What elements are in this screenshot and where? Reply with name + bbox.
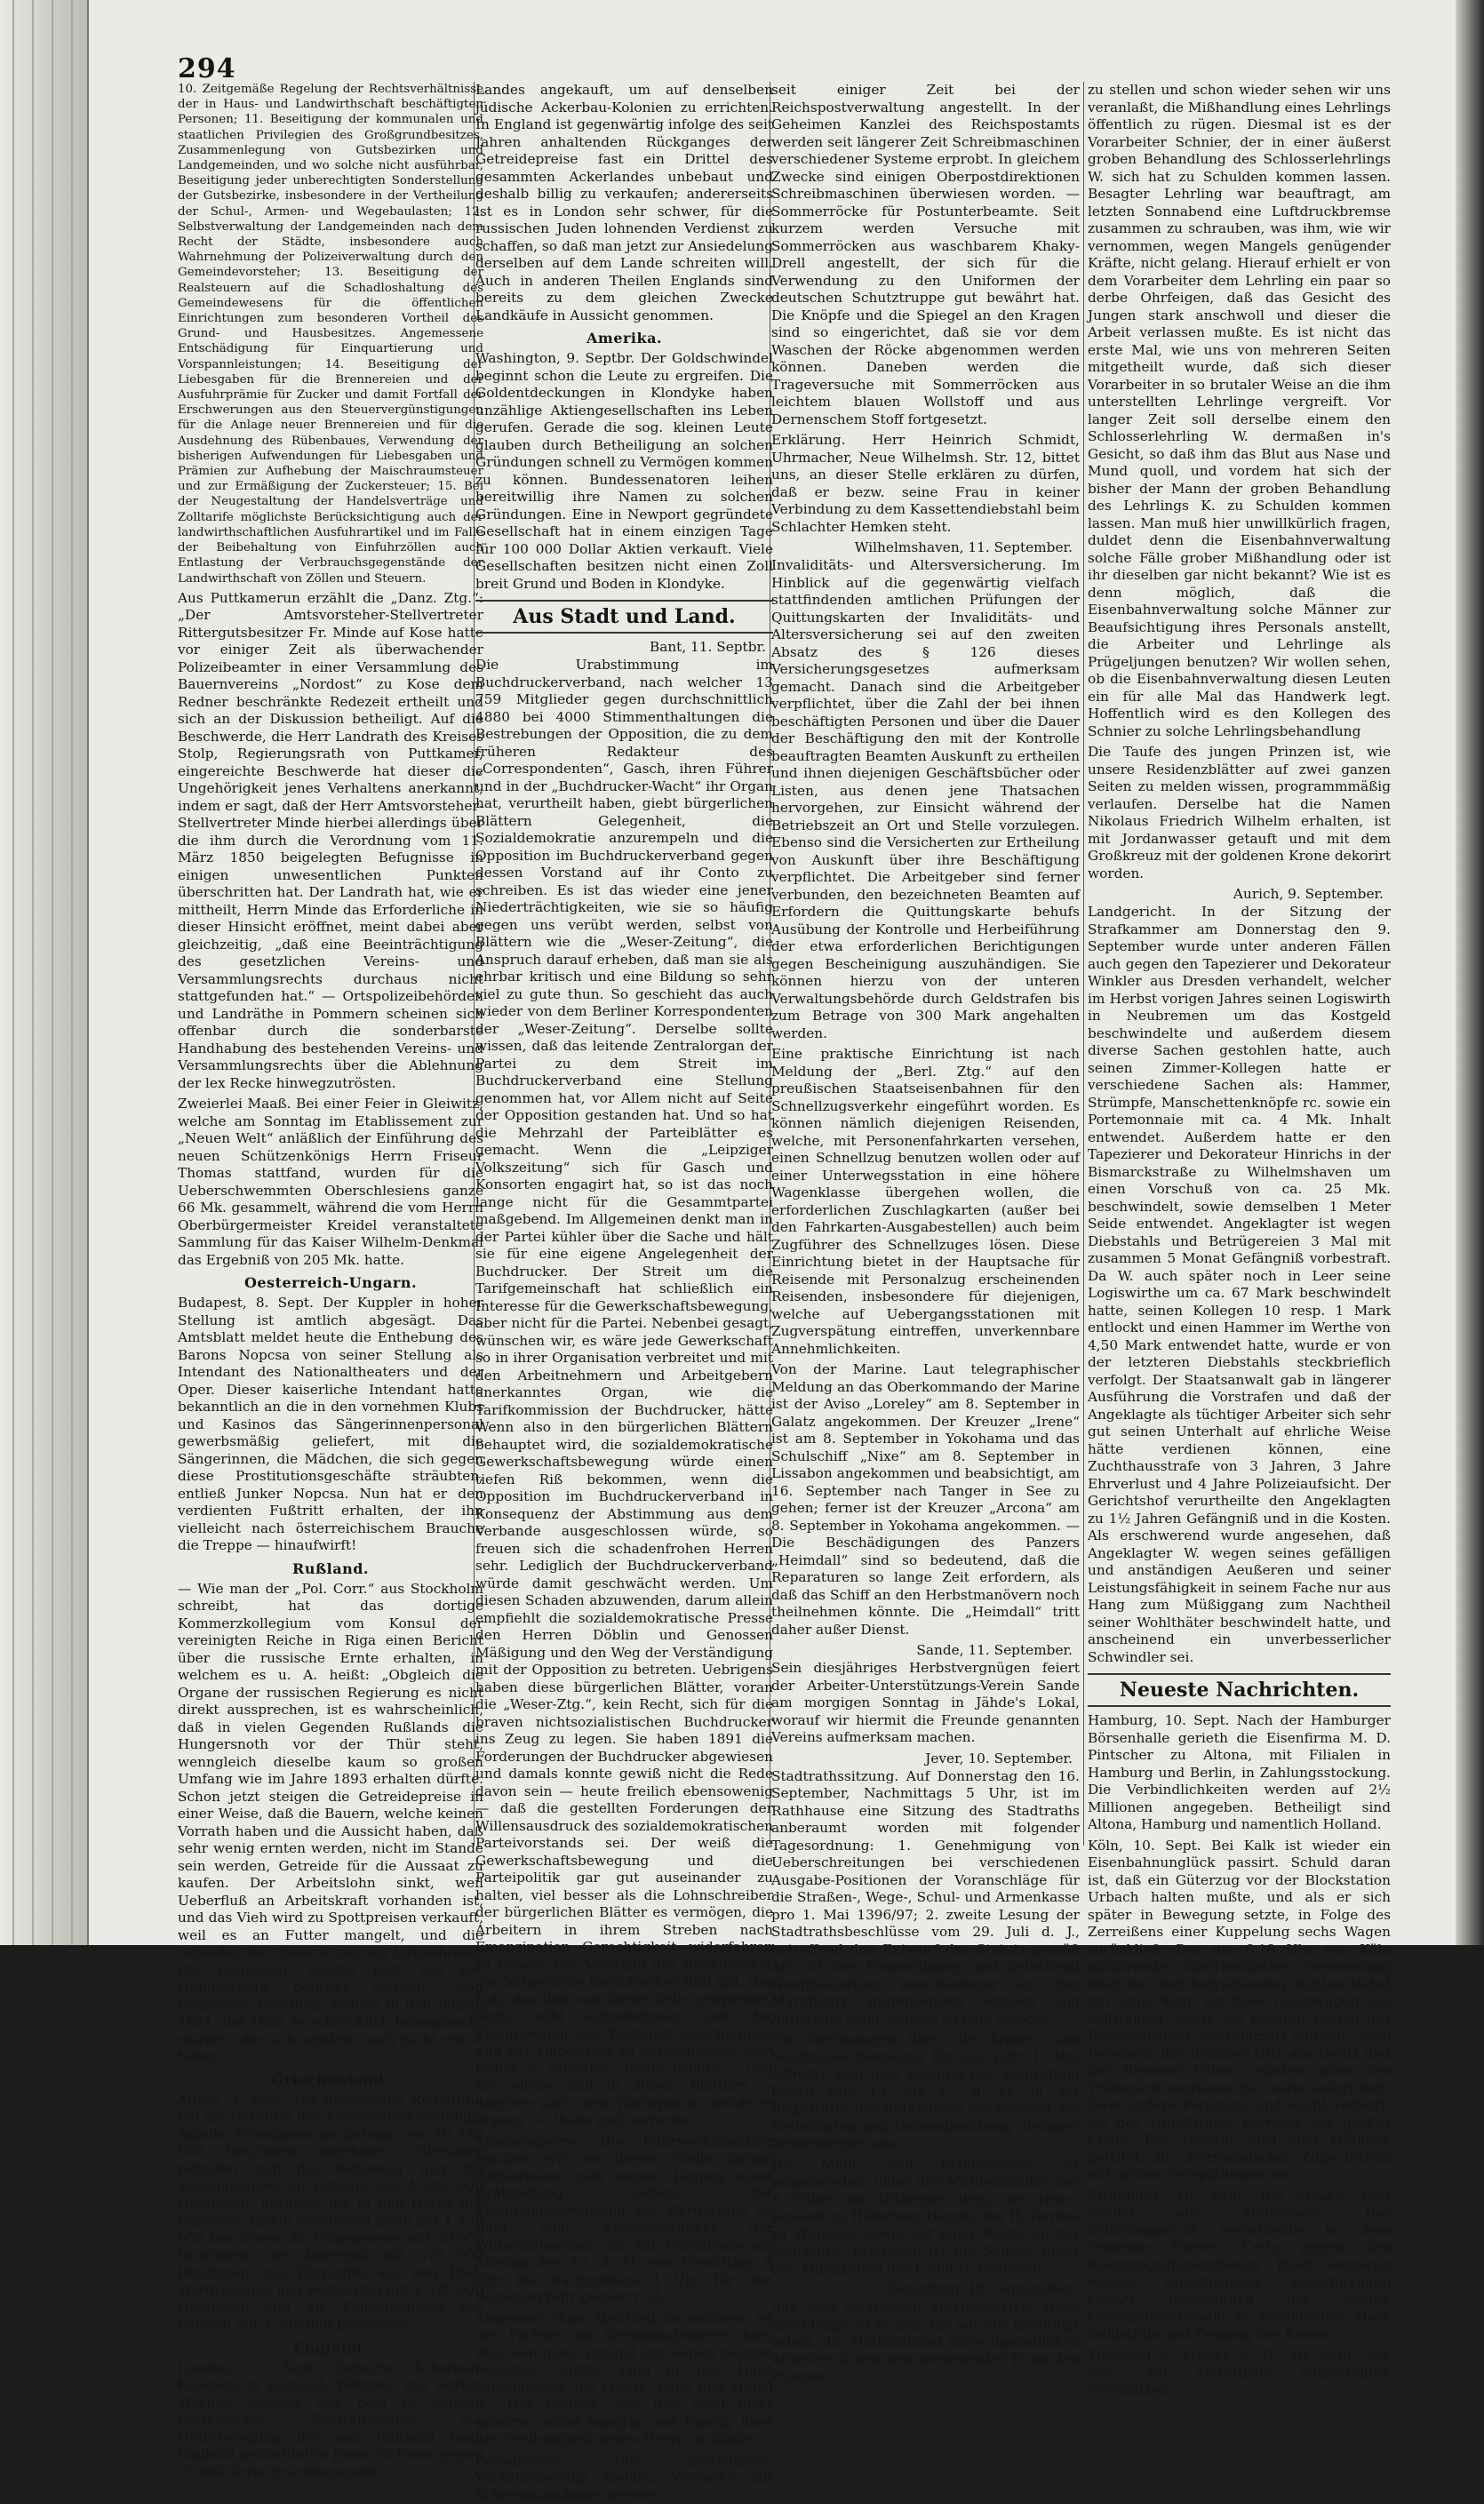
article-paragraph: Straßensperre. Die Fuhrwerksbesitzer machen wir an dieser Stelle darauf aufmerksam, daß wegen Legung einer Drahtleitung seitens der Eisenbahnverwaltung die Werftstraße zu Bant vom Kreuzungspunkt der Wilhelmshavener- bis zur Nordstraße am Montag den 13. d. M. von Vormittags 8 Uhr bis Nachmittags 4 Uhr für den Wagenverkehr gesperrt ist.	[475, 2133, 773, 2307]
article-paragraph: Sein diesjähriges Herbstvergnügen feiert der Arbeiter-Unterstützungs-Verein Sande am morgigen Sonntag in Jähde's Lokal, worauf wir hiermit die Freunde genannten Vereins aufmerksam machen.	[771, 1660, 1080, 1747]
article-paragraph: Von der Marine. Laut telegraphischer Meldung an das Oberkommando der Marine ist der Aviso „Loreley“ am 8. September in Galatz angekommen. Der Kreuzer „Irene“ ist am 8. September in Yokohama und das Schulschiff „Nixe“ am 8. September in Lissabon angekommen und beabsichtigt, am 16. September nach Tanger in See zu gehen; ferner ist der Kreuzer „Arcona“ am 8. September in Yokohama angekommen. — Die Beschädigungen des Panzers „Heimdall“ sind so bedeutend, daß die Reparaturen so lange Zeit erfordern, als daß das Schiff an den Herbstmanövern noch theilnehmen könnte. Die „Heimdall“ tritt daher außer Dienst.	[771, 1361, 1080, 1639]
article-paragraph: Washington, 9. Septbr. Der Goldschwindel beginnt schon die Leute zu ergreifen. Die Goldentdeckungen in Klondyke haben unzählige Aktiengesellschaften ins Leben gerufen. Gerade die sog. kleinen Leute glauben durch Betheiligung an solchen Gründungen schnell zu Vermögen kommen zu können. Bundessenatoren leihen bereitwillig ihre Namen zu solchen Gründungen. Eine in Newport gegründete Gesellschaft hat in einem einzigen Tage für 100 000 Dollar Aktien verkauft. Viele Gesellschaften besitzen nicht einen Zoll breit Grund und Boden in Klondyke.	[475, 350, 773, 593]
article-paragraph: Zielenzig b. Frankf. a. O., 10. Sept. Von dem am Marktplatz aufgestellten Geschützen	[1088, 2347, 1391, 2399]
article-paragraph: Postalisches. Die postoffiziöse Verkehrszeitung meldet: Versuche mit Schreibmaschinen werden	[475, 2452, 773, 2504]
article-paragraph: Invaliditäts- und Altersversicherung. Im Hinblick auf die gegenwärtig vielfach stattfindenden amtlichen Prüfungen der Quittungskarten der Invaliditäts- und Altersversicherung sei auf den zweiten Absatz des § 126 dieses Versicherungsgesetzes aufmerksam gemacht. Danach sind die Arbeitgeber verpflichtet, über die Zahl der bei ihnen beschäftigten Personen und über die Dauer der Beschäftigung den mit der Kontrolle beauftragten Beamten Auskunft zu ertheilen und ihnen diejenigen Geschäftsbücher oder Listen, aus denen jene Thatsachen hervorgehen, zur Einsicht während der Betriebszeit an Ort und Stelle vorzulegen. Ebenso sind die Versicherten zur Ertheilung von Auskunft über ihre Beschäftigung verpflichtet. Die Arbeitgeber sind ferner verbunden, den bezeichneten Beamten auf Erfordern die Quittungskarte behufs Ausübung der Kontrolle und Herbeiführung der etwa erforderlichen Berichtigungen gegen Bescheinigung auszuhändigen. Sie können hierzu von der unteren Verwaltungsbehörde durch Geldstrafen bis zum Betrage von 300 Mark angehalten werden.	[771, 557, 1080, 1042]
article-paragraph: Abgereist ohne Abschied zu nehmen, ist der Pächter der Germaniabrauerei hier. Was sein guter Freund ihn wegen morgen besuchen wollte, fand er das Haus verschlossen, die Pferde, Kühe und Möbel rc. Das Rößlein, das ihm wohl nicht gehörte, stand hungrig und traurig über die Treulosigkeit seines Herrn im Stalle.	[475, 2310, 773, 2449]
section-banner: Aus Stadt und Land.	[475, 600, 773, 634]
section-heading: England.	[178, 2340, 483, 2356]
article-paragraph: Erklärung. Herr Heinrich Schmidt, Uhrmacher, Neue Wilhelmsh. Str. 12, bittet uns, an dieser Stelle erklären zu dürfen, daß er bezw. seine Frau in keiner Verbindung zu dem Kassettendiebstahl beim Schlachter Hemken steht.	[771, 432, 1080, 536]
section-banner: Neueste Nachrichten.	[1088, 1673, 1391, 1707]
dateline: Bant, 11. Septbr.	[475, 639, 766, 655]
section-heading: Oesterreich-Ungarn.	[178, 1274, 483, 1291]
article-paragraph: Hamburg, 10. Sept. Nach der Hamburger Börsenhalle gerieth die Eisenfirma M. D. Pintscher zu Altona, mit Filialen in Hamburg und Berlin, in Zahlungsstockung. Die Verbindlichkeiten werden auf 2½ Millionen angegeben. Betheiligt sind Altona, Hamburg und namentlich Holland.	[1088, 1712, 1391, 1834]
page-number: 294	[178, 53, 236, 84]
article-paragraph: Die Maul- und Klauenseuche ist ausgebrochen unter den Viehbeständen des P. Wilms am Ottberger Weg, des Heinr. Janssen im Hillernser Hamm, des H. Gerdes zu Wiarden, sowie auf einer Weide an der Schlachte. Erloschen ist die Seuche unter den Milchkühen der J. und D. Feilmann.	[771, 2157, 1080, 2278]
column-1	[178, 82, 483, 1748]
article-paragraph: Aus dem staatlichen Musterbetrieb. Noch nicht lange ist es her, daß wir uns genöthigt sahen, die Mißhandlung eines jugendlichen Arbeiters durch den Werkmeister B. an den Pranger	[771, 2299, 1080, 2386]
article-paragraph: Stadtrathssitzung. Auf Donnerstag den 16. September, Nachmittags 5 Uhr, ist im Rathhause eine Sitzung des Stadtraths anberaumt worden mit folgender Tagesordnung: 1. Genehmigung von Ueberschreitungen bei verschiedenen Ausgabe-Positionen der Voranschläge für die Straßen-, Wege-, Schul- und Armenkasse pro 1. Mai 1396/97; 2. zweite Lesung der Stadtrathsbeschlüsse vom 29. Juli d. J., betreffend den Entwurf des Statuts gemäß Art. 31 der Wegeordnung und betreffend Neupflasterung verschiedener an den Marktplatz angrenzenden Straßen und Aufnahme einer Anleihe zu dem Zwecke.	[771, 1768, 1080, 2029]
dateline: Jever, 10. September.	[771, 1750, 1073, 1766]
article-paragraph: Budapest, 8. Sept. Der Kuppler in hoher Stellung ist amtlich abgesägt. Das Amtsblatt meldet heute die Enthebung des Barons Nopcsa von seiner Stellung als Intendant des Nationaltheaters und der Oper. Dieser kaiserliche Intendant hatte bekanntlich an die in den vornehmen Klubs und Kasinos das Sängerinnenpersonal gewerbsmäßig geliefert, mit die Sängerinnen, die Mädchen, die sich gegen diese Prostitutionsgeschäfte sträubten, entließ Junker Nopcsa. Nun hat er den verdienten Fußtritt erhalten, der ihn vielleicht nach österreichischem Brauche die Treppe — hinaufwirft!	[178, 1295, 483, 1555]
column-rule	[1083, 82, 1084, 1846]
dateline: Sande, 11. September.	[771, 1642, 1073, 1658]
article-paragraph: zu stellen und schon wieder sehen wir uns veranlaßt, die Mißhandlung eines Lehrlings öffentlich zu rügen. Diesmal ist es der Vorarbeiter Schnier, der in einer äußerst groben Behandlung des Schlosserlehrlings W. sich hat zu Schulden kommen lassen. Besagter Lehrling war beauftragt, am letzten Sonnabend eine Luftdruckbremse zusammen zu schrauben, was ihm, wie wir vernommen, wegen Mangels genügender Kräfte, nicht gelang. Hierauf erhielt er von dem Vorarbeiter dem Lehrling ein paar so derbe Ohrfeigen, daß das Gesicht des Jungen stark anschwoll und dieser die Arbeit verlassen mußte. Es ist nicht das erste Mal, wie uns von mehreren Seiten mitgetheilt wurde, daß sich dieser Vorarbeiter in so brutaler Weise an die ihm unterstellten Lehrlinge vergreift. Vor langer Zeit soll derselbe einem den Schlosserlehrling W. dermaßen in's Gesicht, so daß ihm das Blut aus Nase und Mund quoll, und vordem hat sich der bisher der Mann der groben Behandlung des Lehrlings K. zu Schulden kommen lassen. Man muß hier unwillkürlich fragen, duldet denn die Eisenbahnverwaltung solche Fälle grober Mißhandlung oder ist ihr dieselben gar nicht bekannt? Wie ist es denn möglich, daß die Eisenbahnverwaltung solche Männer zur Beaufsichtigung ihres Personals anstellt, die Arbeiter und Lehrlinge als Prügeljungen benutzen? Wir wollen sehen, ob die Eisenbahnverwaltung diesen Leuten ein für alle Mal das Handwerk legt. Hoffentlich wird es den Kollegen des Schnier zu solche Lehrlingsbehandlung	[1088, 82, 1391, 740]
article-paragraph: 10. Zeitgemäße Regelung der Rechtsverhältnisse der in Haus- und Landwirthschaft beschäftigten Personen; 11. Beseitigung der kommunalen und staatlichen Privilegien des Großgrundbesitzes, Zusammenlegung von Gutsbezirken und Landgemeinden, und wo solche nicht ausführbar, Beseitigung jeder unberechtigten Sonderstellung der Gutsbezirke, insbesondere in der Vertheilung der Schul-, Armen- und Wegebaulasten; 12. Selbstverwaltung der Landgemeinden nach dem Recht der Städte, insbesondere auch Wahrnehmung der Polizeiverwaltung durch den Gemeindevorsteher; 13. Beseitigung der Realsteuern auf die Schadloshaltung des Gemeindewesens für die öffentlichen Einrichtungen zum besonderen Vortheil des Grund- und Hausbesitzes. Angemessene Entschädigung für Einquartierung und Vorspannleistungen; 14. Beseitigung der Liebesgaben für die Brennereien und der Ausfuhrprämie für Zucker und damit Fortfall der Erschwerungen aus den Steuervergünstigungen für die Anlage neuer Brennereien und für die Ausdehnung des Rübenbaues, Verwendung der bisherigen Aufwendungen für Liebesgaben und Prämien zur Aufhebung der Maischraumsteuer und zur Ermäßigung der Zuckersteuer; 15. Bei der Neugestaltung der Handelsverträge und Zolltarife möglichste Berücksichtigung auch der landwirthschaftlichen Ausfuhrartikel und im Falle der Beibehaltung von Einfuhrzöllen auch Entlastung der Verbrauchsgegenstände der Landwirthschaft von Zöllen und Steuern.	[178, 82, 483, 586]
column-4	[1088, 82, 1391, 1921]
article-paragraph: Zweierlei Maaß. Bei einer Feier in Gleiwitz, welche am Sonntag im Etablissement zur „Neuen Welt“ anläßlich der Einführung des neuen Schützenkönigs Herrn Friseur Thomas stattfand, wurden für die Ueberschwemmten Oberschlesiens ganze 66 Mk. gesammelt, während die vom Herrn Oberbürgermeister Kreidel veranstaltete Sammlung für das Kaiser Wilhelm-Denkmal das Ergebniß von 205 Mk. hatte.	[178, 1096, 483, 1269]
dateline: Wilhelmshaven, 11. September.	[771, 539, 1073, 555]
section-heading: Griechenland.	[178, 2071, 483, 2088]
article-paragraph: Athen, 9. Sept. Die griechische Regierung hat als Garantie der Kriegsentschädigungs-Anleihe Einnahmen im Betrage von 10 240 000 Drachmen angeboten. Hierunter befinden sich die Rohsteuer und die Zolleinnahmen im Betrage von 4 526 000 Drachmen, darunter die in den Häfen der Jonischen Inseln erhobenen Zölle mit 1 720 000 Drachmen, die Feigensteuer mit 50 000 Drachmen, der Ankerzoll mit 573 000 Drachmen, die Einkünfte aus den Post-Werthzeichen und Postkarten mit 1 570 000 Drachmen und die Zolleinnahmen aus Laurion mit 1 392 000 Drachmen.	[178, 2092, 483, 2334]
article-paragraph: London, 9. Sept. Indische Ackerbau-Kolonien in England. Während der letzten Wochen wurden von dem in London bestehenden Zentralkomitee zur Unterbringung der aus Rußland nach England geflüchteten Juden in Essex gegen 25 000 Acres brachliegenden	[178, 2360, 483, 2482]
article-paragraph: Köln, 10. Sept. Bei Kalk ist wieder ein Eisenbahnunglück passirt. Schuld daran ist, daß ein Güterzug vor der Blockstation Urbach halten mußte, und als er sich später in Bewegung setzte, in Folge des Zerreißens einer Kuppelung sechs Wagen zurückließ. Der um 6,18 Uhr von Köln abfahrende oberrheinische Personenzug blieb bei dem herrschenden dichten Nebel mit voller Kraft auf diese Güterwagen, die vollständig, sowie die meisten Wagen des Personenzuges zertrümmert wurden. Zwei Personen, der Bremser Otto aus Deutz und der Bremser Otten, wurden unter den Trümmern begraben. Sie waren sofort todt. Zwei andere Personen sind leicht verletzt. An der Unfallstätte herrscht ein großes Chaos. Der Verkehr wird über Mülheim geleitet, die oberrheinischen Züge treffen mit großen Verspätungen ein.	[1088, 1838, 1391, 2184]
column-3	[771, 82, 1080, 1921]
article-paragraph: Die Taufe des jungen Prinzen ist, wie unsere Residenzblätter auf zwei ganzen Seiten zu melden wissen, programmmäßig verlaufen. Derselbe hat die Namen Nikolaus Friedrich Wilhelm erhalten, ist mit Jordanwasser getauft und mit dem Großkreuz mit der goldenen Krone dekorirt worden.	[1088, 744, 1391, 882]
column-2	[475, 82, 773, 1921]
article-paragraph: — Wie man der „Pol. Corr.“ aus Stockholm schreibt, hat das dortige Kommerzkollegium vom Konsul der vereinigten Reiche in Riga einen Bericht über die russische Ernte erhalten, in welchem es u. A. heißt: „Obgleich die Organe der russischen Regierung es nicht direkt aussprechen, ist es wahrscheinlich, daß in vielen Gegenden Rußlands die Hungersnoth vor der Thür steht, wenngleich dieselbe kaum so großen Umfang wie im Jahre 1893 erhalten dürfte. Schon jetzt steigen die Getreidepreise in einer Weise, daß die Bauern, welche keinen Vorrath haben und die Aussicht haben, daß sehr wenig ernten werden, nicht im Stande sein werden, Getreide für die Aussaat zu kaufen. Der Arbeitslohn sinkt, weil Ueberfluß an Arbeitskraft vorhanden ist, und das Vieh wird zu Spottpreisen verkauft, weil es an Futter mangelt, und die Schulden der Bauern machen fortwährend. Die Gegenden, welche jetzt von der Hungersnoth bedroht werden, sind theilweise dieselben, welche in den Jahren 1891 und 1892 so schrecklich heimgesucht wurden, die sich seitdem noch nicht erholt haben.“	[178, 1581, 483, 2066]
dateline: Aurich, 9. September.	[1088, 886, 1384, 902]
next-page-edge	[1456, 0, 1484, 1945]
dateline: Oldenburg, 10. September.	[771, 2281, 1073, 2297]
section-heading: Amerika.	[475, 330, 773, 347]
article-paragraph: Landgericht. In der Sitzung der Strafkammer am Donnerstag den 9. September wurde unter anderen Fällen auch gegen den Tapezierer und Dekorateur Winkler aus Dresden verhandelt, welcher im Herbst vorigen Jahres seinen Logiswirth in Neubremen um das Kostgeld beschwindelte und außerdem diesem diverse Sachen gestohlen hatte, auch seinen Zimmer-Kollegen hatte er verschiedene Sachen als: Hammer, Strümpfe, Manschettenknöpfe rc. sowie ein Portemonnaie mit ca. 4 Mk. Inhalt entwendet. Außerdem hatte er den Tapezierer und Dekorateur Hinrichs in der Bismarckstraße zu Wilhelmshaven um einen Vorschuß von ca. 25 Mk. beschwindelt, sowie demselben 1 Meter Seide entwendet. Angeklagter ist wegen Diebstahls und Betrügereien 3 Mal mit zusammen 5 Monat Gefängniß vorbestraft. Da W. auch später noch in Leer seine Logiswirthe um ca. 67 Mark beschwindelt hatte, seinen Kollegen 10 resp. 1 Mark entlockt und einen Hammer im Werthe von 4,50 Mark entwendet hatte, wurde er von der letzteren Diebstahls steckbrieflich verfolgt. Der Staatsanwalt gab in längerer Ausführung die Vorstrafen und daß der Angeklagte als tüchtiger Arbeiter sich sehr gut seinen Unterhalt auf ehrliche Weise hätte verdienen können, eine Zuchthausstrafe von 3 Jahren, 3 Jahre Ehrverlust und 4 Jahre Polizeiaufsicht. Der Gerichtshof verurtheilte den Angeklagten zu 1½ Jahren Gefängniß und in die Kosten. Als erschwerend wurde angesehen, daß Angeklagter W. wegen seines gefälligen und anständigen Aeußeren und seiner Leistungsfähigkeit in seinem Fache nur aus Hang zum Müßiggang zum Nachtheil seiner Wohlthäter beschwindelt hatte, und anscheinend ein unverbesserlicher Schwindler sei.	[1088, 904, 1391, 1666]
section-heading: Rußland.	[178, 1560, 483, 1577]
article-paragraph: Eine praktische Einrichtung ist nach Meldung der „Berl. Ztg.“ auf den preußischen Staatseisenbahnen für den Schnellzugsverkehr eingeführt worden. Es können nämlich diejenigen Reisenden, welche, mit Personenfahrkarten versehen, einen Schnellzug benutzen wollen oder auf einer Unterwegsstation in eine höhere Wagenklasse übergehen wollen, die erforderlichen Zuschlagkarten (außer bei den Fahrkarten-Ausgabestellen) auch beim Zugführer des Schnellzuges lösen. Diese Einrichtung bietet in der Hauptsache für Reisende mit Personalzug erscheinenden Reisenden, insbesondere für diejenigen, welche auf Uebergangsstationen mit Zugverspätung eintreffen, unverkennbare Annehmlichkeiten.	[771, 1046, 1080, 1358]
article-paragraph: Landes angekauft, um auf denselben jüdische Ackerbau-Kolonien zu errichten. In England ist gegenwärtig infolge des seit Jahren anhaltenden Rückganges der Getreidepreise fast ein Drittel des gesammten Ackerlandes unbebaut und deshalb billig zu verkaufen; andererseits ist es in London sehr schwer, für die russischen Juden lohnenden Verdienst zu schaffen, so daß man jetzt zur Ansiedelung derselben auf dem Lande schreiten will. Auch in anderen Theilen Englands sind bereits zu dem gleichen Zwecke Landkäufe in Aussicht genommen.	[475, 82, 773, 324]
article-paragraph: seit einiger Zeit bei der Reichspostverwaltung angestellt. In der Geheimen Kanzlei des Reichspostamts werden seit längerer Zeit Schreibmaschinen verschiedener Systeme erprobt. In gleichem Zwecke sind einigen Oberpostdirektionen Schreibmaschinen überwiesen worden. — Sommerröcke für Postunterbeamte. Seit kurzem werden Versuche mit Sommerröcken aus waschbarem Khaky-Drell angestellt, der sich für die Verwendung zu den Uniformen der deutschen Schutztruppe gut bewährt hat. Die Knöpfe und die Spiegel an den Kragen sind so eingerichtet, daß sie vor dem Waschen der Röcke abgenommen werden können. Daneben werden die Trageversuche mit Sommerröcken aus leichtem blauen Wollstoff und aus Dernenschem Stoff fortgesetzt.	[771, 82, 1080, 428]
book-binding-edge	[0, 0, 87, 1945]
article-paragraph: Aus Puttkamerun erzählt die „Danz. Ztg.“: „Der Amtsvorsteher-Stellvertreter Rittergutsbesitzer Fr. Minde auf Kose hatte vor einiger Zeit als überwachender Polizeibeamter in einer Versammlung des Bauernvereins „Nordost“ zu Kose dem Redner beschränkte Redezeit ertheilt und sich an der Diskussion betheiligt. Auf die Beschwerde, die Herr Landrath des Kreises Stolp, Regierungsrath von Puttkamer, eingereichte Beschwerde hat dieser die Ungehörigkeit jenes Verhaltens anerkannt, indem er sagt, daß der Herr Amtsvorsteher-Stellvertreter Minde hierbei allerdings über die ihm durch die Verordnung vom 11. März 1850 beigelegten Befugnisse in einigen unwesentlichen Punkten überschritten hat. Der Landrath hat, wie er mittheilt, Herrn Minde das Erforderliche in dieser Hinsicht eröffnet, meint dabei aber gleichzeitig, „daß eine Beeinträchtigung des gesetzlichen Vereins- und Versammlungsrechts durchaus nicht stattgefunden hat.“ — Ortspolizeibehörden und Landräthe in Pommern scheinen sich offenbar durch die sonderbarste Handhabung des bestehenden Vereins- und Versammlungsrechts über die Ablehnung der lex Recke hinwegzutrösten.	[178, 590, 483, 1093]
article-paragraph: Die Rechnungen über die Armen- und Stadtkasse hierselbst für das Jahr 1. Mai 1896/97 sind dem Resultat der Vorprüfung liegen vom 13. bis 27. d. M. in der Registratur des Rathhauses zur Einsicht der Betheiligten und Geltendmachung etwaiger Bemerkungen aus.	[771, 2031, 1080, 2153]
article-paragraph: Die Urabstimmung im Buchdruckerverband, nach welcher 13 759 Mitglieder gegen durchschnittlich 4880 bei 4000 Stimmenthaltungen die Bestrebungen der Opposition, die zu dem früheren Redakteur des „Correspondenten“, Gasch, ihren Führer und in der „Buchdrucker-Wacht“ ihr Organ hat, verurtheilt haben, giebt bürgerlichen Blättern Gelegenheit, die Sozialdemokratie anzurempeln und die Opposition im Buchdruckerverband gegen dessen Vorstand auf ihr Conto zu schreiben. Es ist das wieder eine jener Niederträchtigkeiten, wie sie so häufig gegen uns verübt werden, selbst von Blättern wie die „Weser-Zeitung“, die Anspruch darauf erheben, daß man sie als ehrbar kritisch und eine Bildung so sehr viel zu gute thun. So geschieht das auch wieder von dem Berliner Korrespondenten der „Weser-Zeitung“. Derselbe sollte wissen, daß das leitende Zentralorgan der Partei zu dem Streit im Buchdruckerverband eine Stellung genommen hat, vor Allem nicht auf Seite der Opposition gestanden hat. Und so hat die Mehrzahl der Parteiblätter es gemacht. Wenn die „Leipziger Volkszeitung“ sich für Gasch und Konsorten engagirt hat, so ist das noch lange nicht für die Gesammtpartei maßgebend. Im Allgemeinen denkt man in der Partei kühler über die Sache und hält sie für eine eigene Angelegenheit der Buchdrucker. Der Streit um die Tarifgemeinschaft hat schließlich ein Interesse für die Gewerkschaftsbewegung, aber nicht für die Partei. Nebenbei gesagt, wünschen wir, es wäre jede Gewerkschaft so in ihrer Organisation verbreitet und mit den Arbeitnehmern und Arbeitgebern anerkanntes Organ, wie die Tarifkommission der Buchdrucker, hätte Wenn also in den bürgerlichen Blättern behauptet wird, die sozialdemokratische Gewerkschaftsbewegung würde einen tiefen Riß bekommen, wenn die Opposition im Buchdruckerverband in Konsequenz der Abstimmung aus dem Verbande ausgeschlossen würde, so freuen sich die schadenfrohen Herren sehr. Lediglich der Buchdruckerverband würde damit geschwächt werden. Um diesen Schaden abzuwenden, darum allein empfiehlt die sozialdemokratische Presse den Herren Döblin und Genossen Mäßigung und den Weg der Verständigung mit der Opposition zu betreten. Uebrigens haben diese bürgerlichen Blätter, voran die „Weser-Ztg.“, kein Recht, sich für die braven nichtsozialistischen Buchdrucker ins Zeug zu legen. Sie haben 1891 die Forderungen der Buchdrucker abgewiesen und damals konnte gewiß nicht die Rede davon sein — heute freilich ebensowenig — daß die gestellten Forderungen der Willensausdruck des sozialdemokratischen Parteivorstands sei. Der weiß die Gewerkschaftsbewegung und die Parteipolitik gar gut auseinander zu halten, viel besser als die Lohnschreiber der bürgerlichen Blätter es vermögen, die Arbeitern in ihrem Streben nach Emanzipation Gerechtigkeit widerfahren zu lassen. Der Vorstand des Buchdrucker der bürgerliche Buchdrucker thut gut, das Lob, das ihm von dieser Seite gespendet, recht kühl aufzunehmen und der Ermunterung, das Tischtuch zwischen ihm und der Opposition zu zerschneiden, kein Gehör zu schenken, denn: Feinde — und für solche sind in diesen Blättern — operiren nach dem Wahlspruch „divide et impera“ — theile und herrsche.	[475, 657, 773, 2130]
article-paragraph: Straßburg, 10. Sept. Die Straßb. Post meldet aus Mülhausen: Das Schöffengericht verurtheilte in dem Prozesse Pfarrer Cetty gegen den Reichstagsabgeordneten Bueb letzteren wegen verschiedener Beleidigungen Cetty's gelegentlich der letzten Gemeinderathswahl zu zweihundert Mark Geldstrafe und Tragung der Kosten.	[1088, 2188, 1391, 2344]
